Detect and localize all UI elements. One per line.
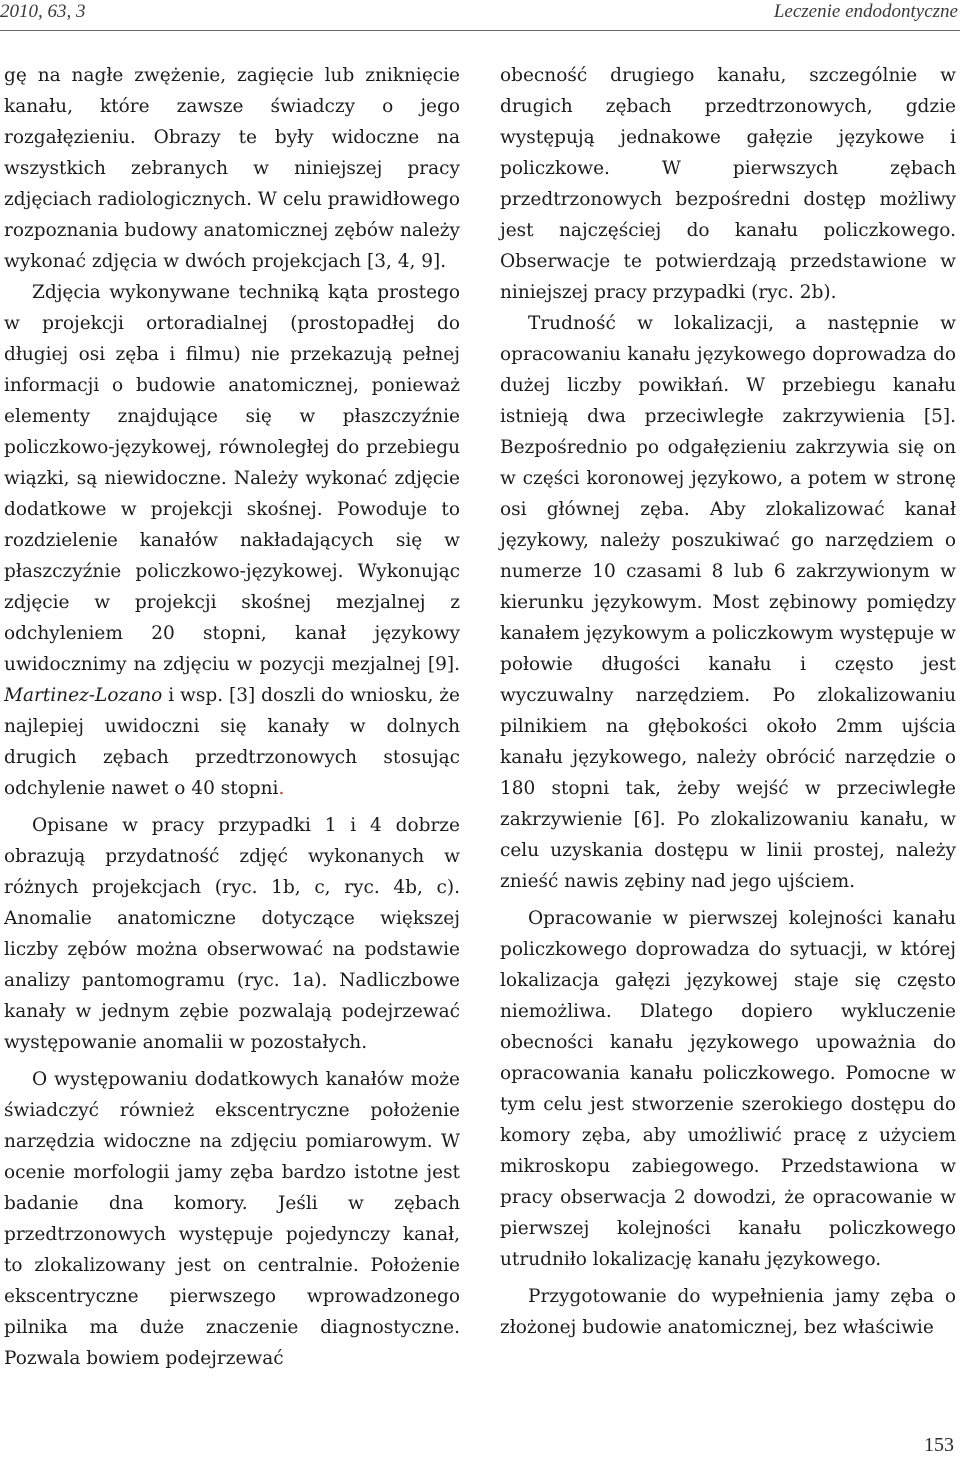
journal-issue: 2010, 63, 3 (0, 1, 86, 22)
page-number: 153 (924, 1434, 954, 1456)
paragraph-text: Zdjęcia wykonywane techniką kąta prostego w projekcji ortoradialnej (prostopadłej do długiej osi zęba i filmu) nie przekazują pełnej informacji o budowie anatomicznej, ponieważ elementy znajdujące się w płaszczyźnie policzkowo-językowej, równoległej do przebiegu wiązki, są niewidoczne. Należy wykonać zdjęcie dodatkowe w projekcji skośnej. Powoduje to rozdzielenie kanałów nakładających się w płaszczyźnie policzkowo-językowej. Wykonując zdjęcie w projekcji skośnej mezjalnej z odchyleniem 20 stopni, kanał językowy uwidocznimy na zdjęciu w pozycji mezjalnej [9]. (4, 282, 460, 675)
paragraph: Przygotowanie do wypełnienia jamy zęba o złożonej budowie anatomicznej, bez właściwie (500, 1286, 956, 1338)
author-name: Martinez-Lozano (4, 685, 163, 706)
paragraph: obecność drugiego kanału, szczególnie w drugich zębach przedtrzonowych, gdzie występują jednakowe gałęzie językowe i policzkowe. W pierwszych zębach przedtrzonowych bezpośredni dostęp możliwy jest najczęściej do kanału policzkowego. Obserwacje te potwierdzają przedstawione w niniejszej pracy przypadki (ryc. 2b). (500, 65, 956, 303)
paragraph: Trudność w lokalizacji, a następnie w opracowaniu kanału językowego doprowadza do dużej liczby powikłań. W przebiegu kanału istnieją dwa przeciwległe zakrzywienia [5]. Bezpośrednio po odgałęzieniu zakrzywia się on w części koronowej językowo, a potem w stronę osi głównej zęba. Aby zlokalizować kanał językowy, należy poszukiwać go narzędziem o numerze 10 czasami 8 lub 6 zakrzywionym w kierunku językowym. Most zębinowy pomiędzy kanałem językowym a policzkowym występuje w połowie długości kanału i często jest wyczuwalny narzędziem. Po zlokalizowaniu pilnikiem na głębokości około 2mm ujścia kanału językowego, należy obrócić narzędzie o 180 stopni tak, żeby wejść w przeciwległe zakrzywienie [6]. Po zlokalizowaniu kanału, w celu uzyskania dostępu w linii prostej, należy znieść nawis zębiny nad jego ujściem. (500, 313, 956, 892)
paragraph: gę na nagłe zwężenie, zagięcie lub zniknięcie kanału, które zawsze świadczy o jego rozgałęzieniu. Obrazy te były widoczne na wszystkich zebranych w niniejszej pracy zdjęciach radiologicznych. W celu prawidłowego rozpoznania budowy anatomicznej zębów należy wykonać zdjęcia w dwóch projekcjach [3, 4, 9]. (4, 65, 460, 272)
paragraph: Opracowanie w pierwszej kolejności kanału policzkowego doprowadza do sytuacji, w której lokalizacja gałęzi językowej staje się często niemożliwa. Dlatego dopiero wykluczenie obecności kanału językowego upoważnia do opracowania kanału policzkowego. Pomocne w tym celu jest stworzenie szerokiego dostępu do komory zęba, aby umożliwić pracę z użyciem mikroskopu zabiegowego. Przedstawiona w pracy obserwacja 2 dowodzi, że opracowanie w pierwszej kolejności kanału policzkowego utrudniło lokalizację kanału językowego. (500, 908, 956, 1270)
paragraph: Opisane w pracy przypadki 1 i 4 dobrze obrazują przydatność zdjęć wykonanych w różnych projekcjach (ryc. 1b, c, ryc. 4b, c). Anomalie anatomiczne dotyczące większej liczby zębów można obserwować na podstawie analizy pantomogramu (ryc. 1a). Nadliczbowe kanały w jednym zębie pozwalają podejrzewać występowanie anomalii w pozostałych. (4, 815, 460, 1053)
left-column (4, 60, 460, 1374)
paragraph: O występowaniu dodatkowych kanałów może świadczyć również ekscentryczne położenie narzędzia widoczne na zdjęciu pomiarowym. W ocenie morfologii jamy zęba bardzo istotne jest badanie dna komory. Jeśli w zębach przedtrzonowych występuje pojedynczy kanał, to zlokalizowany jest on centralnie. Położenie ekscentryczne pierwszego wprowadzonego pilnika ma duże znaczenie diagnostyczne. Pozwala bowiem podejrzewać (4, 1069, 460, 1369)
section-title: Leczenie endodontyczne (773, 1, 958, 22)
right-column (500, 60, 956, 1343)
paragraph (4, 277, 460, 804)
running-header (0, 0, 960, 31)
red-period: . (278, 778, 285, 799)
paragraph-text: i wsp. [3] doszli do wniosku, że najlepiej uwidoczni się kanały w dolnych drugich zębach przedtrzonowych stosując odchylenie nawet o 40 stopni (4, 685, 460, 799)
